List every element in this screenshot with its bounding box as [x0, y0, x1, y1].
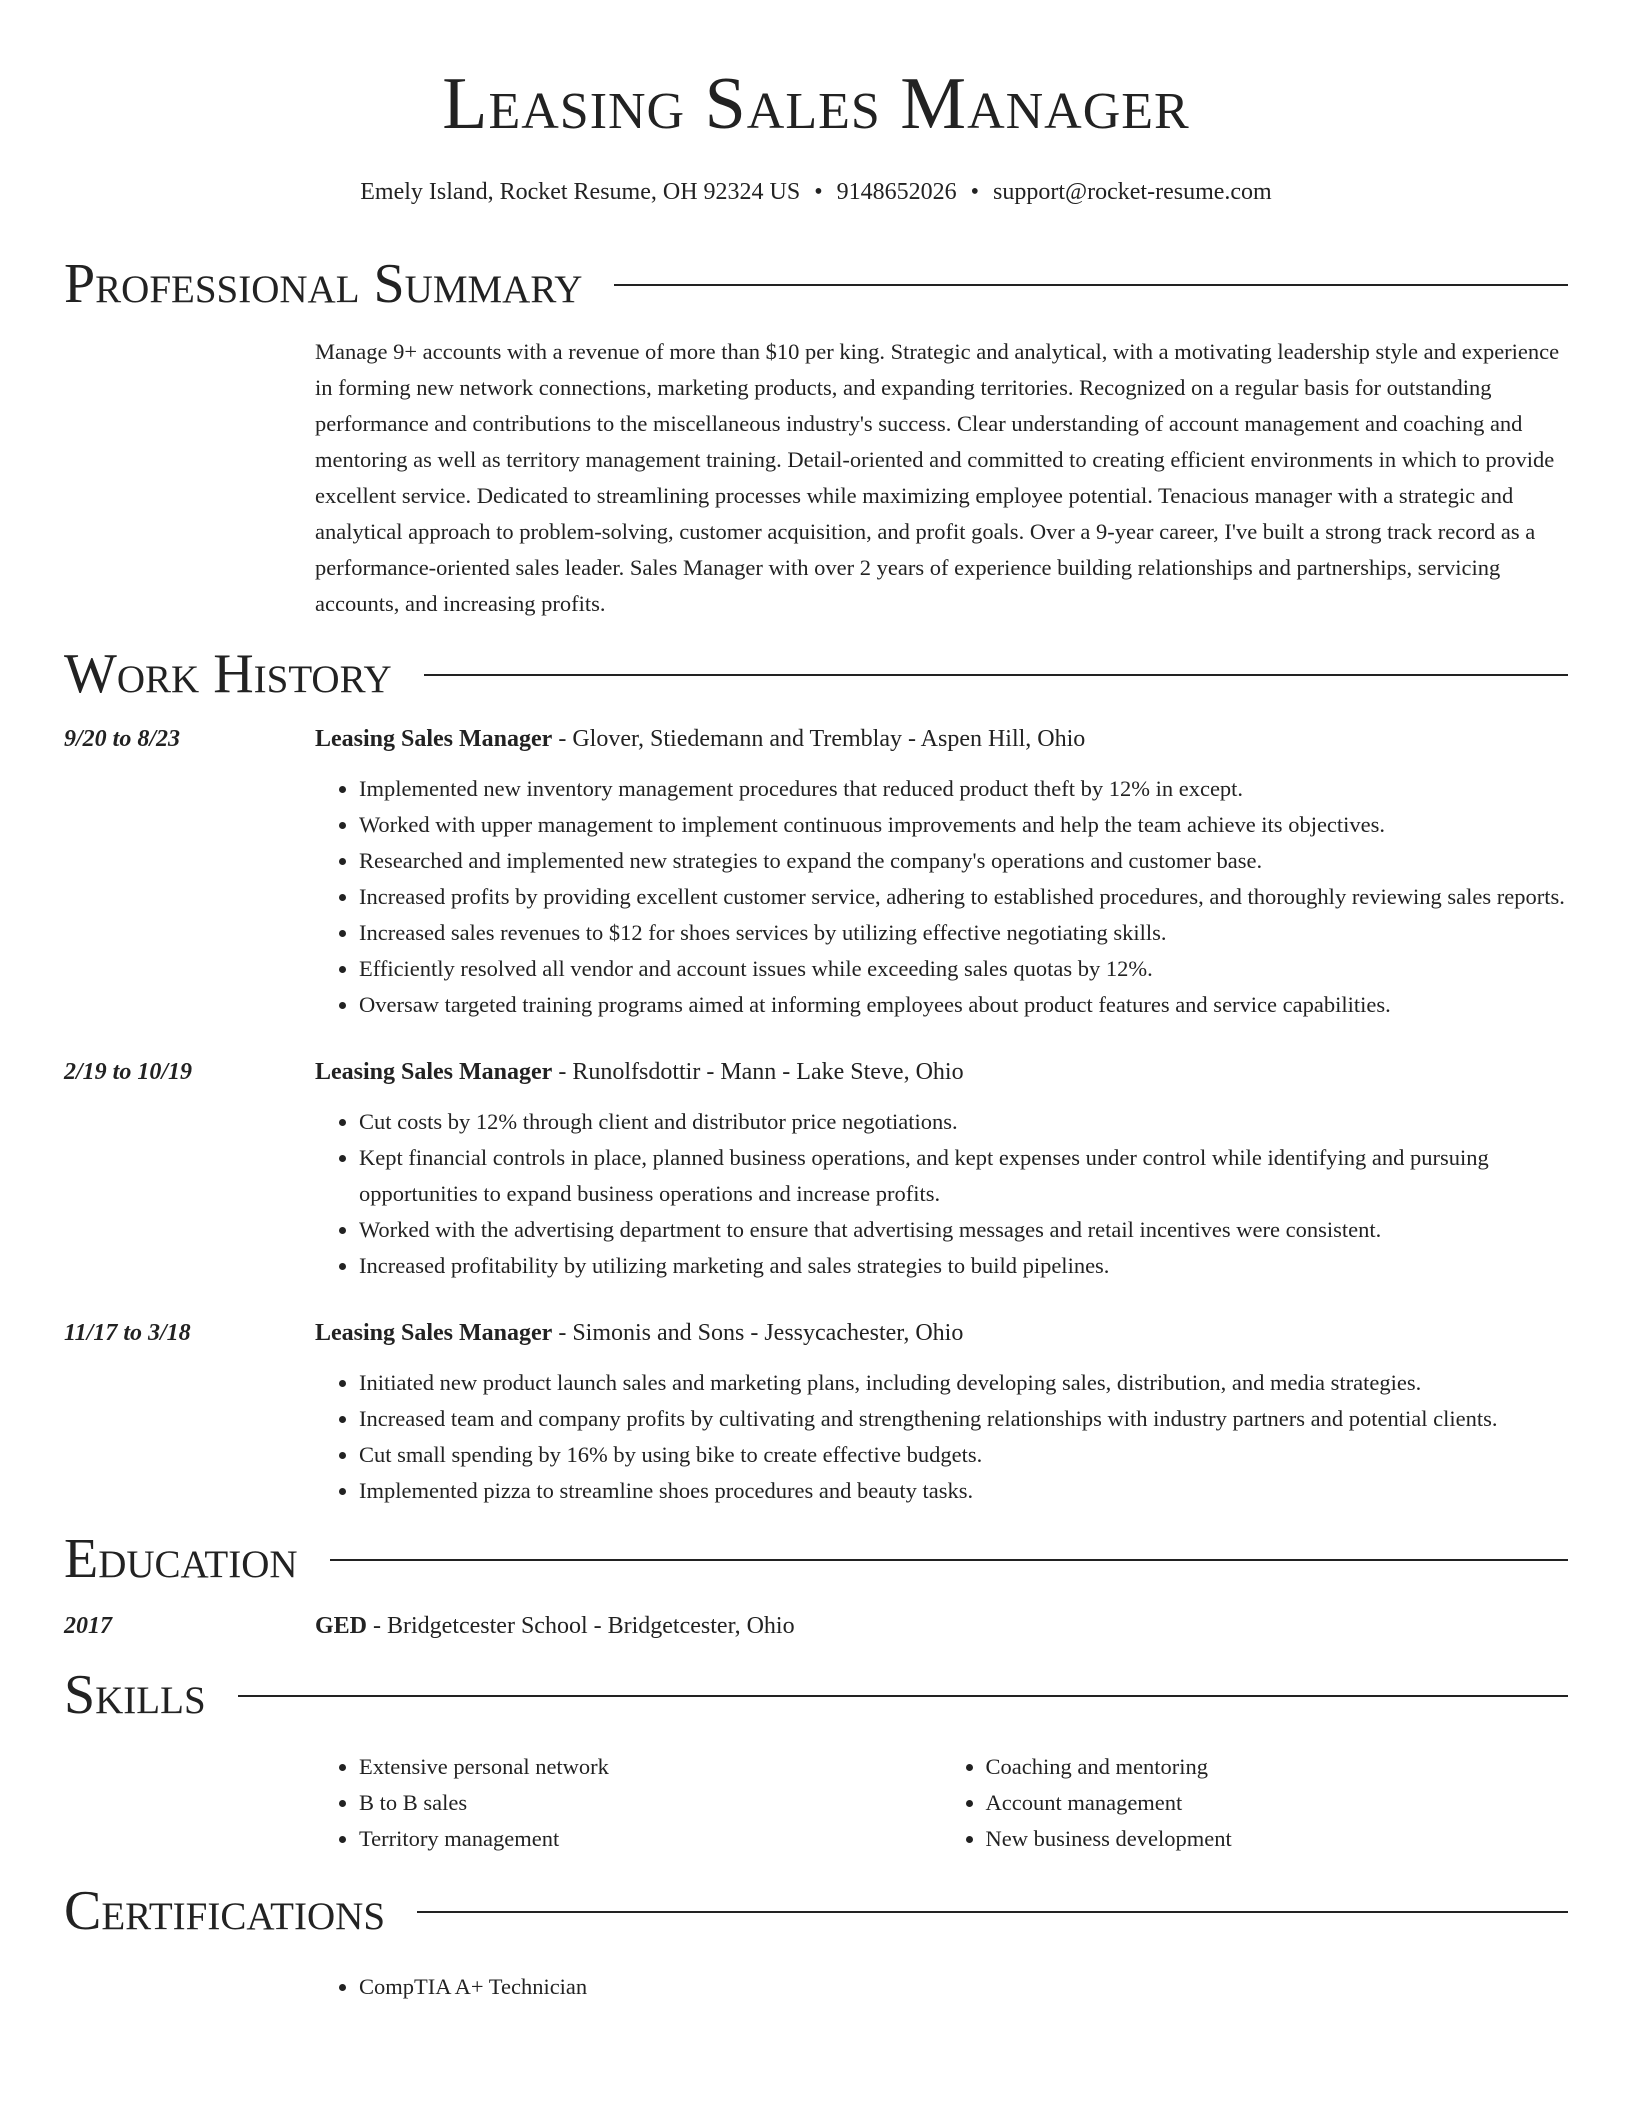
education-section-header	[64, 1527, 1568, 1591]
job-entry	[64, 1316, 1568, 1509]
skills-list	[315, 1749, 1568, 1857]
section-divider	[238, 1695, 1568, 1697]
job-role: Leasing Sales Manager	[315, 1320, 553, 1346]
certifications-section-header	[64, 1879, 1568, 1943]
contact-separator: •	[814, 179, 823, 205]
contact-separator: •	[970, 179, 980, 205]
section-divider	[424, 674, 1568, 676]
skill-item: • Territory management	[359, 1821, 942, 1857]
job-bullet: • Kept financial controls in place, planned business operations, and kept expenses under control while identifying and pursuing opportunities to expand business operations and increase profits.	[359, 1140, 1568, 1212]
summary-section-header	[64, 252, 1568, 316]
skill-item: • Extensive personal network	[359, 1749, 942, 1785]
job-dates: 11/17 to 3/18	[64, 1320, 191, 1346]
contact-address: Emely Island, Rocket Resume, OH 92324 US	[360, 179, 801, 205]
job-detail: - Runolfsdottir - Mann - Lake Steve, Ohio	[552, 1059, 964, 1085]
skills-column-left	[315, 1749, 942, 1857]
education-year: 2017	[64, 1613, 112, 1639]
job-role: Leasing Sales Manager	[315, 726, 553, 752]
job-title-line	[315, 1055, 1568, 1089]
job-bullet: • Initiated new product launch sales and marketing plans, including developing sales, distribution, and media strategies.	[359, 1365, 1568, 1401]
job-role: Leasing Sales Manager	[315, 1059, 553, 1085]
job-bullets	[315, 771, 1568, 1023]
job-title-line	[315, 722, 1568, 756]
education-detail: - Bridgetcester School - Bridgetcester, Ohio	[367, 1613, 795, 1639]
job-bullet: • Oversaw targeted training programs aimed at informing employees about product features and service capabilities.	[359, 987, 1568, 1023]
education-line	[315, 1609, 1568, 1643]
contact-phone: 9148652026	[836, 179, 957, 205]
certifications-list	[315, 1969, 1568, 2005]
job-bullet: • Efficiently resolved all vendor and account issues while exceeding sales quotas by 12%.	[359, 951, 1568, 987]
skill-item: • B to B sales	[359, 1785, 942, 1821]
job-bullet: • Increased sales revenues to $12 for shoes services by utilizing effective negotiating skills.	[359, 915, 1568, 951]
certification-item: • CompTIA A+ Technician	[359, 1969, 1568, 2005]
job-detail: - Simonis and Sons - Jessycachester, Ohio	[552, 1320, 964, 1346]
job-bullets	[315, 1365, 1568, 1509]
education-entry	[64, 1609, 1568, 1643]
section-divider	[330, 1559, 1568, 1561]
certifications-section-title: Certifications	[64, 1880, 386, 1942]
job-bullet: • Cut costs by 12% through client and distributor price negotiations.	[359, 1104, 1568, 1140]
work-section-title: Work History	[64, 643, 392, 705]
education-section-title: Education	[64, 1528, 298, 1590]
job-detail: - Glover, Stiedemann and Tremblay - Aspen Hill, Ohio	[552, 726, 1086, 752]
skill-item: • Coaching and mentoring	[986, 1749, 1569, 1785]
summary-text: Manage 9+ accounts with a revenue of more than $10 per king. Strategic and analytical, with a motivating leadership style and experience in forming new network connections, marketing products, and expanding territories. Recognized on a regular basis for outstanding performance and contributions to the miscellaneous industry's success. Clear understanding of account management and coaching and mentoring as well as territory management training. Detail-oriented and committed to creating efficient environments in which to provide excellent service. Dedicated to streamlining processes while maximizing employee potential. Tenacious manager with a strategic and analytical approach to problem-solving, customer acquisition, and profit goals. Over a 9-year career, I've built a strong track record as a performance-oriented sales leader. Sales Manager with over 2 years of experience building relationships and partnerships, servicing accounts, and increasing profits.	[315, 339, 1560, 616]
job-bullet: • Implemented new inventory management procedures that reduced product theft by 12% in except.	[359, 771, 1568, 807]
job-bullet: • Worked with upper management to implement continuous improvements and help the team achieve its objectives.	[359, 807, 1568, 843]
work-section-header	[64, 642, 1568, 706]
skill-item: • New business development	[986, 1821, 1569, 1857]
job-bullet: • Worked with the advertising department to ensure that advertising messages and retail incentives were consistent.	[359, 1212, 1568, 1248]
education-degree: GED	[315, 1613, 368, 1639]
section-divider	[417, 1911, 1568, 1913]
summary-section-title: Professional Summary	[64, 253, 583, 315]
resume-name-title: Leasing Sales Manager	[442, 63, 1190, 145]
skills-column-right	[942, 1749, 1569, 1857]
job-bullet: • Increased profits by providing excellent customer service, adhering to established procedures, and thoroughly reviewing sales reports.	[359, 879, 1568, 915]
job-bullet: • Implemented pizza to streamline shoes procedures and beauty tasks.	[359, 1473, 1568, 1509]
job-bullet: • Increased team and company profits by cultivating and strengthening relationships with industry partners and potential clients.	[359, 1401, 1568, 1437]
job-entry	[64, 722, 1568, 1023]
job-title-line	[315, 1316, 1568, 1350]
contact-email: support@rocket-resume.com	[993, 179, 1272, 205]
job-dates: 9/20 to 8/23	[64, 726, 181, 752]
job-bullet: • Increased profitability by utilizing marketing and sales strategies to build pipelines.	[359, 1248, 1568, 1284]
contact-line	[64, 176, 1568, 208]
job-bullet: • Cut small spending by 16% by using bike to create effective budgets.	[359, 1437, 1568, 1473]
skills-section-title: Skills	[64, 1664, 206, 1726]
job-bullets	[315, 1104, 1568, 1284]
section-divider	[614, 284, 1568, 286]
job-bullet: • Researched and implemented new strategies to expand the company's operations and customer base.	[359, 843, 1568, 879]
skill-item: • Account management	[986, 1785, 1569, 1821]
job-dates: 2/19 to 10/19	[64, 1059, 193, 1085]
skills-section-header	[64, 1663, 1568, 1727]
job-entry	[64, 1055, 1568, 1284]
